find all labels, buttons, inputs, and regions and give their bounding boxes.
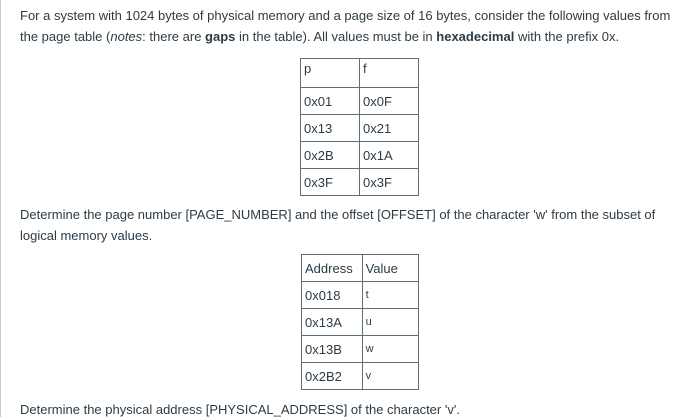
memory-table-cell-value: w (362, 336, 418, 363)
page-table-cell-p: 0x3F (301, 169, 360, 196)
page-table-cell-f: 0x0F (360, 88, 419, 115)
page-table-header-p: p (301, 59, 360, 88)
table-row (301, 88, 419, 115)
page-table-cell-f: 0x3F (360, 169, 419, 196)
page-table (300, 58, 419, 196)
intro-gaps-word: gaps (205, 29, 236, 44)
memory-table-header-value: Value (362, 255, 418, 282)
intro-paragraph (20, 5, 686, 47)
page-offset-question: Determine the page number [PAGE_NUMBER] and the offset [OFFSET] of the character 'w' from the subset of logical memory values. (20, 207, 656, 243)
memory-table-cell-address: 0x2B2 (302, 363, 363, 390)
table-row (302, 309, 419, 336)
memory-table-cell-value: v (362, 363, 418, 390)
intro-text-4: with the prefix 0x. (514, 29, 620, 44)
memory-table-cell-address: 0x13B (302, 336, 363, 363)
memory-table-cell-address: 0x13A (302, 309, 363, 336)
intro-notes-label: notes (110, 29, 143, 44)
page-table-cell-p: 0x13 (301, 115, 360, 142)
memory-table-cell-value: u (362, 309, 418, 336)
table-row (301, 115, 419, 142)
intro-text-2: : there are (142, 29, 206, 44)
table-row (301, 169, 419, 196)
page-table-cell-f: 0x21 (360, 115, 419, 142)
memory-table (301, 254, 419, 390)
page-table-cell-p: 0x2B (301, 142, 360, 169)
page-table-header-f: f (360, 59, 419, 88)
table-row (302, 363, 419, 390)
page-table-cell-f: 0x1A (360, 142, 419, 169)
memory-table-header-address: Address (302, 255, 363, 282)
table-row (302, 282, 419, 309)
memory-table-header-row (302, 255, 419, 282)
intro-text-1: For a system with 1024 bytes of physical memory and a page size of 16 bytes, consider the following values from the page table ( (20, 8, 671, 44)
physical-address-question: Determine the physical address [PHYSICAL_ADDRESS] of the character 'v'. (20, 402, 460, 417)
memory-table-cell-address: 0x018 (302, 282, 363, 309)
memory-table-cell-value: t (362, 282, 418, 309)
table-row (301, 142, 419, 169)
page-table-header-row (301, 59, 419, 88)
table-row (302, 336, 419, 363)
intro-hex-word: hexadecimal (436, 29, 515, 44)
intro-text-3: in the table). All values must be in (235, 29, 437, 44)
page-table-cell-p: 0x01 (301, 88, 360, 115)
